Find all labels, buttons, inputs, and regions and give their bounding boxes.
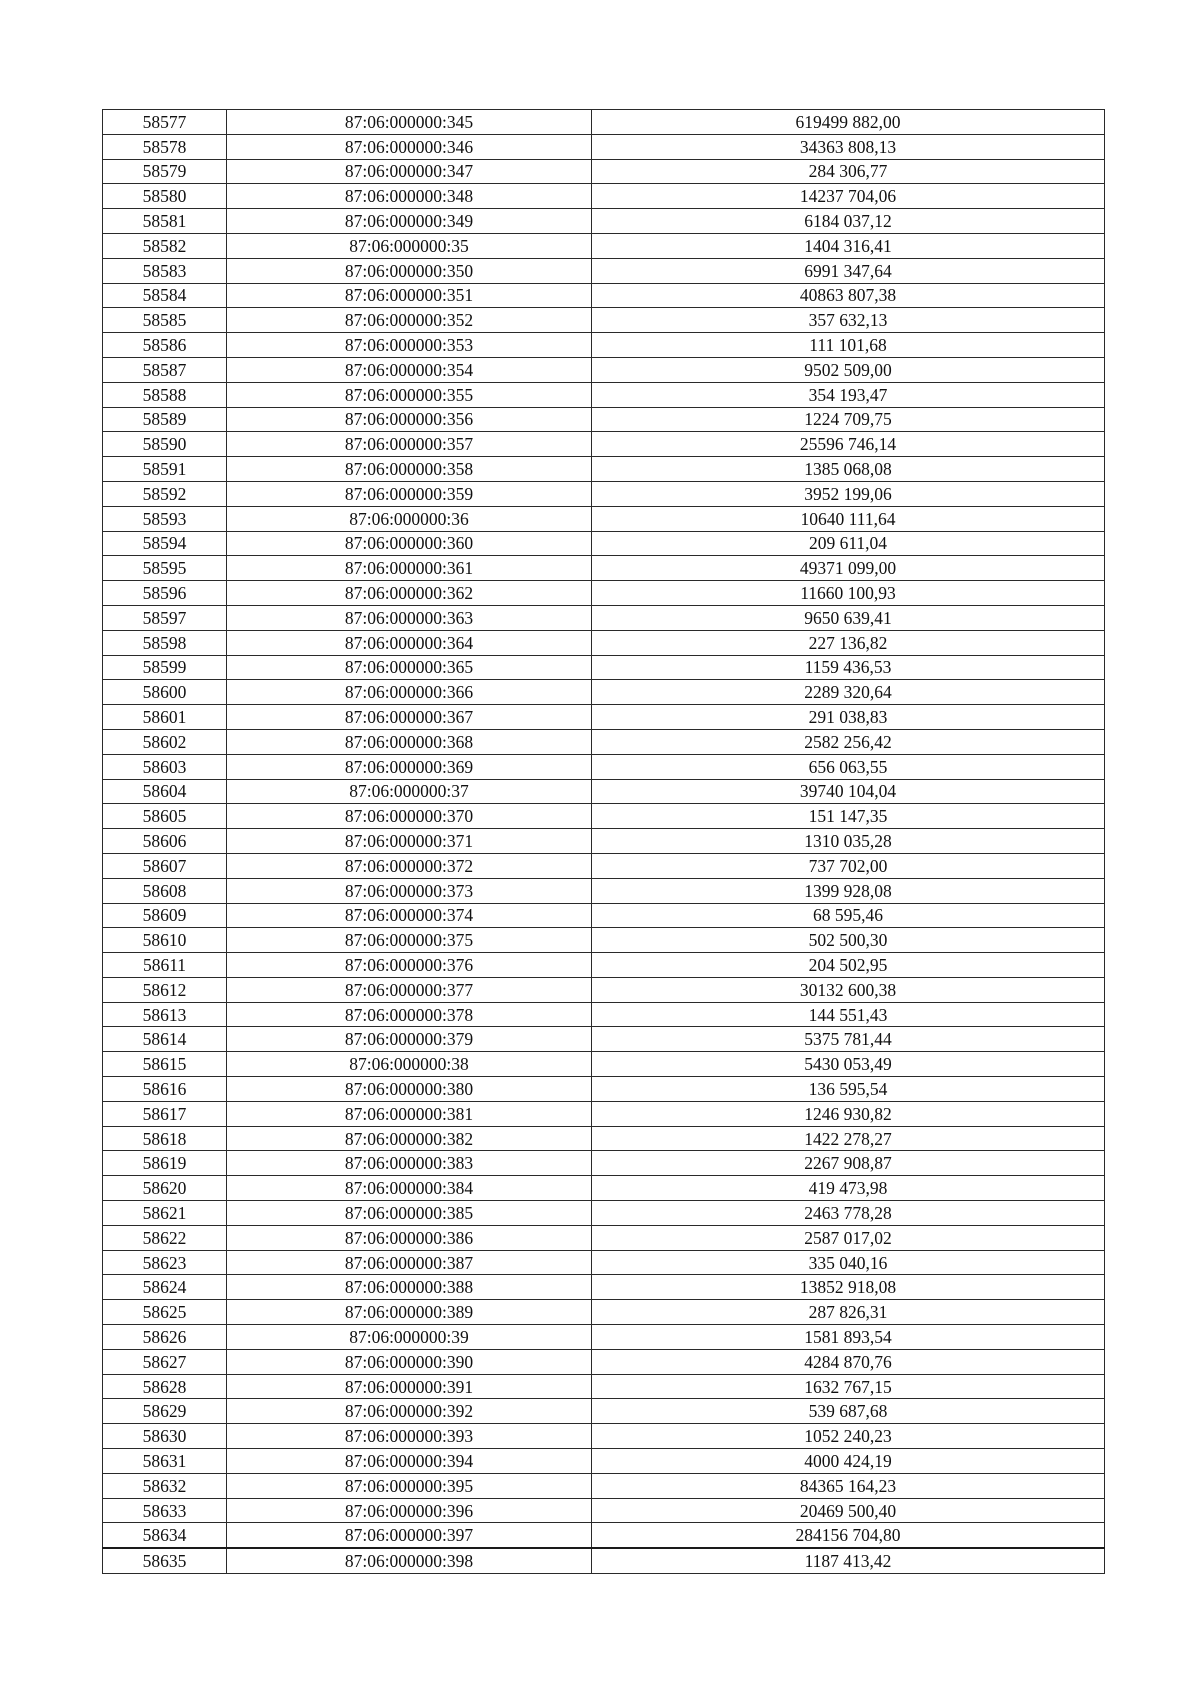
cadastral-number-cell: 87:06:000000:384 <box>227 1176 592 1201</box>
table-row <box>103 581 1105 606</box>
cadastral-value-cell: 619499 882,00 <box>592 110 1105 135</box>
cadastral-value-cell: 6184 037,12 <box>592 209 1105 234</box>
cadastral-value-cell: 11660 100,93 <box>592 581 1105 606</box>
cadastral-number-cell: 87:06:000000:345 <box>227 110 592 135</box>
cadastral-number-cell: 87:06:000000:396 <box>227 1498 592 1523</box>
cadastral-value-cell: 68 595,46 <box>592 903 1105 928</box>
table-row <box>103 1498 1105 1523</box>
row-number-cell: 58601 <box>103 705 227 730</box>
table-row <box>103 1424 1105 1449</box>
cadastral-value-cell: 357 632,13 <box>592 308 1105 333</box>
cadastral-value-cell: 1399 928,08 <box>592 878 1105 903</box>
cadastral-number-cell: 87:06:000000:35 <box>227 233 592 258</box>
row-number-cell: 58590 <box>103 432 227 457</box>
cadastral-value-cell: 2289 320,64 <box>592 680 1105 705</box>
cadastral-value-cell: 1224 709,75 <box>592 407 1105 432</box>
row-number-cell: 58606 <box>103 829 227 854</box>
row-number-cell: 58622 <box>103 1225 227 1250</box>
cadastral-value-cell: 13852 918,08 <box>592 1275 1105 1300</box>
table-row <box>103 903 1105 928</box>
row-number-cell: 58614 <box>103 1027 227 1052</box>
row-number-cell: 58594 <box>103 531 227 556</box>
table-row <box>103 1126 1105 1151</box>
cadastral-number-cell: 87:06:000000:378 <box>227 1002 592 1027</box>
cadastral-value-cell: 2582 256,42 <box>592 729 1105 754</box>
row-number-cell: 58578 <box>103 134 227 159</box>
row-number-cell: 58585 <box>103 308 227 333</box>
table-row <box>103 804 1105 829</box>
cadastral-number-cell: 87:06:000000:389 <box>227 1300 592 1325</box>
row-number-cell: 58583 <box>103 258 227 283</box>
row-number-cell: 58632 <box>103 1473 227 1498</box>
cadastral-number-cell: 87:06:000000:388 <box>227 1275 592 1300</box>
row-number-cell: 58587 <box>103 357 227 382</box>
cadastral-number-cell: 87:06:000000:391 <box>227 1374 592 1399</box>
cadastral-number-cell: 87:06:000000:38 <box>227 1052 592 1077</box>
cadastral-value-cell: 419 473,98 <box>592 1176 1105 1201</box>
table-row <box>103 1101 1105 1126</box>
table-row <box>103 233 1105 258</box>
row-number-cell: 58630 <box>103 1424 227 1449</box>
row-number-cell: 58618 <box>103 1126 227 1151</box>
cadastral-value-cell: 2587 017,02 <box>592 1225 1105 1250</box>
row-number-cell: 58607 <box>103 853 227 878</box>
table-row <box>103 1548 1105 1573</box>
table-row <box>103 1275 1105 1300</box>
cadastral-number-cell: 87:06:000000:346 <box>227 134 592 159</box>
cadastral-number-cell: 87:06:000000:349 <box>227 209 592 234</box>
cadastral-number-cell: 87:06:000000:371 <box>227 829 592 854</box>
row-number-cell: 58619 <box>103 1151 227 1176</box>
table-row <box>103 283 1105 308</box>
cadastral-number-cell: 87:06:000000:37 <box>227 779 592 804</box>
row-number-cell: 58593 <box>103 506 227 531</box>
cadastral-number-cell: 87:06:000000:394 <box>227 1449 592 1474</box>
cadastral-number-cell: 87:06:000000:386 <box>227 1225 592 1250</box>
table-row <box>103 531 1105 556</box>
table-row <box>103 1225 1105 1250</box>
cadastral-number-cell: 87:06:000000:376 <box>227 953 592 978</box>
cadastral-value-cell: 1159 436,53 <box>592 655 1105 680</box>
cadastral-value-cell: 4284 870,76 <box>592 1349 1105 1374</box>
cadastral-value-cell: 111 101,68 <box>592 333 1105 358</box>
row-number-cell: 58603 <box>103 754 227 779</box>
table-row <box>103 754 1105 779</box>
table-row <box>103 1201 1105 1226</box>
row-number-cell: 58621 <box>103 1201 227 1226</box>
cadastral-number-cell: 87:06:000000:380 <box>227 1077 592 1102</box>
cadastral-value-cell: 6991 347,64 <box>592 258 1105 283</box>
row-number-cell: 58611 <box>103 953 227 978</box>
cadastral-value-cell: 40863 807,38 <box>592 283 1105 308</box>
row-number-cell: 58625 <box>103 1300 227 1325</box>
row-number-cell: 58588 <box>103 382 227 407</box>
cadastral-number-cell: 87:06:000000:361 <box>227 556 592 581</box>
cadastral-number-cell: 87:06:000000:351 <box>227 283 592 308</box>
table-row <box>103 1325 1105 1350</box>
row-number-cell: 58623 <box>103 1250 227 1275</box>
cadastral-value-cell: 1422 278,27 <box>592 1126 1105 1151</box>
cadastral-number-cell: 87:06:000000:377 <box>227 977 592 1002</box>
cadastral-number-cell: 87:06:000000:379 <box>227 1027 592 1052</box>
cadastral-number-cell: 87:06:000000:370 <box>227 804 592 829</box>
row-number-cell: 58605 <box>103 804 227 829</box>
cadastral-value-cell: 1632 767,15 <box>592 1374 1105 1399</box>
cadastral-value-cell: 5430 053,49 <box>592 1052 1105 1077</box>
cadastral-value-cell: 1385 068,08 <box>592 457 1105 482</box>
row-number-cell: 58608 <box>103 878 227 903</box>
cadastral-value-cell: 1310 035,28 <box>592 829 1105 854</box>
cadastral-number-cell: 87:06:000000:366 <box>227 680 592 705</box>
row-number-cell: 58631 <box>103 1449 227 1474</box>
cadastral-value-cell: 84365 164,23 <box>592 1473 1105 1498</box>
cadastral-value-cell: 335 040,16 <box>592 1250 1105 1275</box>
cadastral-number-cell: 87:06:000000:374 <box>227 903 592 928</box>
cadastral-value-cell: 1404 316,41 <box>592 233 1105 258</box>
cadastral-value-cell: 9502 509,00 <box>592 357 1105 382</box>
table-row <box>103 333 1105 358</box>
cadastral-value-cell: 4000 424,19 <box>592 1449 1105 1474</box>
row-number-cell: 58602 <box>103 729 227 754</box>
table-row <box>103 1151 1105 1176</box>
cadastral-value-cell: 1187 413,42 <box>592 1548 1105 1573</box>
table-row <box>103 432 1105 457</box>
table-row <box>103 258 1105 283</box>
cadastral-number-cell: 87:06:000000:352 <box>227 308 592 333</box>
table-row <box>103 878 1105 903</box>
cadastral-value-cell: 209 611,04 <box>592 531 1105 556</box>
cadastral-value-cell: 502 500,30 <box>592 928 1105 953</box>
cadastral-number-cell: 87:06:000000:359 <box>227 481 592 506</box>
cadastral-number-cell: 87:06:000000:350 <box>227 258 592 283</box>
cadastral-number-cell: 87:06:000000:364 <box>227 630 592 655</box>
row-number-cell: 58597 <box>103 605 227 630</box>
table-row <box>103 407 1105 432</box>
table-row <box>103 556 1105 581</box>
cadastral-number-cell: 87:06:000000:390 <box>227 1349 592 1374</box>
cadastral-value-cell: 656 063,55 <box>592 754 1105 779</box>
cadastral-number-cell: 87:06:000000:393 <box>227 1424 592 1449</box>
cadastral-value-cell: 287 826,31 <box>592 1300 1105 1325</box>
table-row <box>103 1002 1105 1027</box>
cadastral-number-cell: 87:06:000000:356 <box>227 407 592 432</box>
table-row <box>103 680 1105 705</box>
cadastral-value-cell: 20469 500,40 <box>592 1498 1105 1523</box>
cadastral-value-cell: 1246 930,82 <box>592 1101 1105 1126</box>
cadastral-number-cell: 87:06:000000:373 <box>227 878 592 903</box>
cadastral-number-cell: 87:06:000000:392 <box>227 1399 592 1424</box>
cadastral-number-cell: 87:06:000000:387 <box>227 1250 592 1275</box>
row-number-cell: 58598 <box>103 630 227 655</box>
row-number-cell: 58627 <box>103 1349 227 1374</box>
row-number-cell: 58586 <box>103 333 227 358</box>
row-number-cell: 58628 <box>103 1374 227 1399</box>
cadastral-number-cell: 87:06:000000:398 <box>227 1548 592 1573</box>
cadastral-value-cell: 14237 704,06 <box>592 184 1105 209</box>
cadastral-value-cell: 2463 778,28 <box>592 1201 1105 1226</box>
row-number-cell: 58595 <box>103 556 227 581</box>
table-row <box>103 1449 1105 1474</box>
cadastral-value-cell: 539 687,68 <box>592 1399 1105 1424</box>
table-row <box>103 1399 1105 1424</box>
cadastral-number-cell: 87:06:000000:382 <box>227 1126 592 1151</box>
cadastral-number-cell: 87:06:000000:369 <box>227 754 592 779</box>
cadastral-value-cell: 284156 704,80 <box>592 1523 1105 1548</box>
cadastral-number-cell: 87:06:000000:353 <box>227 333 592 358</box>
cadastral-value-cell: 227 136,82 <box>592 630 1105 655</box>
table-row <box>103 705 1105 730</box>
cadastral-number-cell: 87:06:000000:354 <box>227 357 592 382</box>
cadastral-number-cell: 87:06:000000:395 <box>227 1473 592 1498</box>
row-number-cell: 58600 <box>103 680 227 705</box>
cadastral-value-cell: 25596 746,14 <box>592 432 1105 457</box>
table-row <box>103 977 1105 1002</box>
row-number-cell: 58584 <box>103 283 227 308</box>
row-number-cell: 58609 <box>103 903 227 928</box>
table-row <box>103 1374 1105 1399</box>
cadastral-value-cell: 144 551,43 <box>592 1002 1105 1027</box>
cadastral-number-cell: 87:06:000000:348 <box>227 184 592 209</box>
row-number-cell: 58633 <box>103 1498 227 1523</box>
cadastral-value-cell: 1052 240,23 <box>592 1424 1105 1449</box>
cadastral-value-cell: 151 147,35 <box>592 804 1105 829</box>
row-number-cell: 58604 <box>103 779 227 804</box>
cadastral-value-cell: 354 193,47 <box>592 382 1105 407</box>
cadastral-value-cell: 3952 199,06 <box>592 481 1105 506</box>
table-body <box>103 110 1105 1574</box>
cadastral-value-cell: 737 702,00 <box>592 853 1105 878</box>
table-row <box>103 779 1105 804</box>
table-row <box>103 729 1105 754</box>
cadastral-value-cell: 30132 600,38 <box>592 977 1105 1002</box>
table-row <box>103 1523 1105 1548</box>
table-row <box>103 1250 1105 1275</box>
table-row <box>103 134 1105 159</box>
cadastral-value-cell: 1581 893,54 <box>592 1325 1105 1350</box>
cadastral-value-cell: 5375 781,44 <box>592 1027 1105 1052</box>
table-row <box>103 184 1105 209</box>
row-number-cell: 58620 <box>103 1176 227 1201</box>
cadastral-number-cell: 87:06:000000:39 <box>227 1325 592 1350</box>
row-number-cell: 58599 <box>103 655 227 680</box>
cadastral-number-cell: 87:06:000000:365 <box>227 655 592 680</box>
table-row <box>103 506 1105 531</box>
cadastral-number-cell: 87:06:000000:383 <box>227 1151 592 1176</box>
row-number-cell: 58592 <box>103 481 227 506</box>
row-number-cell: 58582 <box>103 233 227 258</box>
table-row <box>103 457 1105 482</box>
cadastral-number-cell: 87:06:000000:362 <box>227 581 592 606</box>
row-number-cell: 58635 <box>103 1548 227 1573</box>
row-number-cell: 58596 <box>103 581 227 606</box>
cadastral-number-cell: 87:06:000000:375 <box>227 928 592 953</box>
row-number-cell: 58610 <box>103 928 227 953</box>
table-row <box>103 1349 1105 1374</box>
table-row <box>103 1077 1105 1102</box>
row-number-cell: 58577 <box>103 110 227 135</box>
row-number-cell: 58626 <box>103 1325 227 1350</box>
row-number-cell: 58629 <box>103 1399 227 1424</box>
cadastral-number-cell: 87:06:000000:347 <box>227 159 592 184</box>
row-number-cell: 58612 <box>103 977 227 1002</box>
cadastral-number-cell: 87:06:000000:360 <box>227 531 592 556</box>
table-row <box>103 1176 1105 1201</box>
cadastral-number-cell: 87:06:000000:363 <box>227 605 592 630</box>
row-number-cell: 58624 <box>103 1275 227 1300</box>
row-number-cell: 58579 <box>103 159 227 184</box>
row-number-cell: 58591 <box>103 457 227 482</box>
row-number-cell: 58616 <box>103 1077 227 1102</box>
cadastral-value-cell: 39740 104,04 <box>592 779 1105 804</box>
row-number-cell: 58589 <box>103 407 227 432</box>
table-row <box>103 481 1105 506</box>
cadastral-value-cell: 49371 099,00 <box>592 556 1105 581</box>
table-row <box>103 308 1105 333</box>
table-row <box>103 605 1105 630</box>
cadastral-value-cell: 136 595,54 <box>592 1077 1105 1102</box>
cadastral-number-cell: 87:06:000000:372 <box>227 853 592 878</box>
table-row <box>103 1473 1105 1498</box>
table-row <box>103 630 1105 655</box>
cadastral-number-cell: 87:06:000000:367 <box>227 705 592 730</box>
table-row <box>103 853 1105 878</box>
cadastral-value-cell: 9650 639,41 <box>592 605 1105 630</box>
table-row <box>103 1052 1105 1077</box>
cadastral-value-table <box>102 109 1105 1574</box>
table-row <box>103 953 1105 978</box>
table-row <box>103 655 1105 680</box>
cadastral-number-cell: 87:06:000000:358 <box>227 457 592 482</box>
row-number-cell: 58615 <box>103 1052 227 1077</box>
table-row <box>103 159 1105 184</box>
cadastral-number-cell: 87:06:000000:36 <box>227 506 592 531</box>
table-row <box>103 928 1105 953</box>
cadastral-number-cell: 87:06:000000:355 <box>227 382 592 407</box>
cadastral-number-cell: 87:06:000000:397 <box>227 1523 592 1548</box>
cadastral-number-cell: 87:06:000000:385 <box>227 1201 592 1226</box>
row-number-cell: 58634 <box>103 1523 227 1548</box>
table-row <box>103 110 1105 135</box>
cadastral-number-cell: 87:06:000000:357 <box>227 432 592 457</box>
cadastral-number-cell: 87:06:000000:381 <box>227 1101 592 1126</box>
cadastral-value-cell: 284 306,77 <box>592 159 1105 184</box>
cadastral-value-cell: 34363 808,13 <box>592 134 1105 159</box>
table-row <box>103 829 1105 854</box>
row-number-cell: 58581 <box>103 209 227 234</box>
cadastral-value-cell: 10640 111,64 <box>592 506 1105 531</box>
table-row <box>103 1027 1105 1052</box>
cadastral-value-cell: 204 502,95 <box>592 953 1105 978</box>
table-row <box>103 382 1105 407</box>
table-row <box>103 209 1105 234</box>
row-number-cell: 58613 <box>103 1002 227 1027</box>
table-row <box>103 1300 1105 1325</box>
row-number-cell: 58580 <box>103 184 227 209</box>
row-number-cell: 58617 <box>103 1101 227 1126</box>
cadastral-value-cell: 291 038,83 <box>592 705 1105 730</box>
cadastral-value-cell: 2267 908,87 <box>592 1151 1105 1176</box>
table-row <box>103 357 1105 382</box>
cadastral-number-cell: 87:06:000000:368 <box>227 729 592 754</box>
